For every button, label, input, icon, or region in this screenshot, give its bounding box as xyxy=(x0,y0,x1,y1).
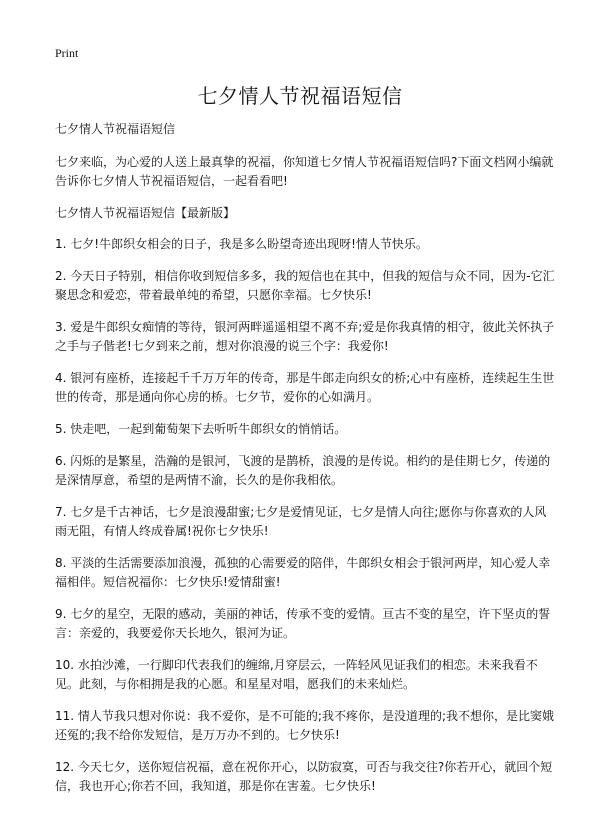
greeting-item: 6. 闪烁的是繁星，浩瀚的是银河，飞渡的是鹊桥，浪漫的是传说。相约的是佳期七夕，传递的是深情厚意，希望的是两情不渝，长久的是你我相依。 xyxy=(55,454,551,487)
intro-paragraph: 七夕来临，为心爱的人送上最真挚的祝福，你知道七夕情人节祝福语短信吗?下面文档网小编就告诉你七夕情人节祝福语短信，一起看看吧! xyxy=(55,155,554,188)
greeting-item: 10. 水拍沙滩，一行脚印代表我们的缠绵,月穿层云，一阵轻风见证我们的相恋。未来我看不见。此刻，与你相拥是我的心愿。和星星对唱，愿我们的未来灿烂。 xyxy=(55,658,538,691)
section-heading: 七夕情人节祝福语短信【最新版】 xyxy=(55,206,236,220)
greeting-item: 4. 银河有座桥，连接起千千万万年的传奇，那是牛郎走向织女的桥;心中有座桥，连续起生生世世的传奇，那是通向你心房的桥。七夕节，爱你的心如满月。 xyxy=(55,371,555,404)
greeting-item: 11. 情人节我只想对你说：我不爱你，是不可能的;我不疼你，是没道理的;我不想你，是比窦娥还冤的;我不给你发短信，是万万办不到的。七夕快乐! xyxy=(55,709,554,742)
greeting-item: 5. 快走吧，一起到葡萄架下去听听牛郎织女的悄悄话。 xyxy=(55,422,347,436)
greeting-item: 7. 七夕是千古神话，七夕是浪漫甜蜜;七夕是爱情见证，七夕是情人向往;愿你与你喜欢的人风雨无阻，有情人终成眷属!祝你七夕快乐! xyxy=(55,505,547,538)
greeting-item: 12. 今天七夕，送你短信祝福，意在祝你开心，以防寂寞，可否与我交往?你若开心，就回个短信，我也开心;你若不回，我知道，那是你在害羞。七夕快乐! xyxy=(55,760,553,793)
greeting-item: 9. 七夕的星空，无限的感动，美丽的神话，传承不变的爱情。亘古不变的星空，许下坚贞的誓言：亲爱的，我要爱你天长地久，银河为证。 xyxy=(55,607,551,640)
greeting-item: 3. 爱是牛郎织女痴情的等待，银河两畔遥遥相望不离不弃;爱是你我真情的相守，彼此关怀执子之手与子偕老!七夕到来之前，想对你浪漫的说三个字：我爱你! xyxy=(55,320,555,353)
greeting-item: 1. 七夕!牛郎织女相会的日子，我是多么盼望奇迹出现呀!情人节快乐。 xyxy=(55,237,428,251)
document-title: 七夕情人节祝福语短信 xyxy=(197,84,403,108)
greeting-item: 2. 今天日子特别，相信你收到短信多多，我的短信也在其中，但我的短信与众不同，因为-它汇聚思念和爱恋，带着最单纯的希望，只愿你幸福。七夕快乐! xyxy=(55,269,555,302)
greeting-item: 8. 平淡的生活需要添加浪漫，孤独的心需要爱的陪伴，牛郎织女相会于银河两岸，知心爱人幸福相伴。短信祝福你：七夕快乐!爱情甜蜜! xyxy=(55,556,551,589)
document-subtitle: 七夕情人节祝福语短信 xyxy=(55,122,176,136)
document-body xyxy=(55,120,556,809)
print-link[interactable]: Print xyxy=(55,46,79,60)
